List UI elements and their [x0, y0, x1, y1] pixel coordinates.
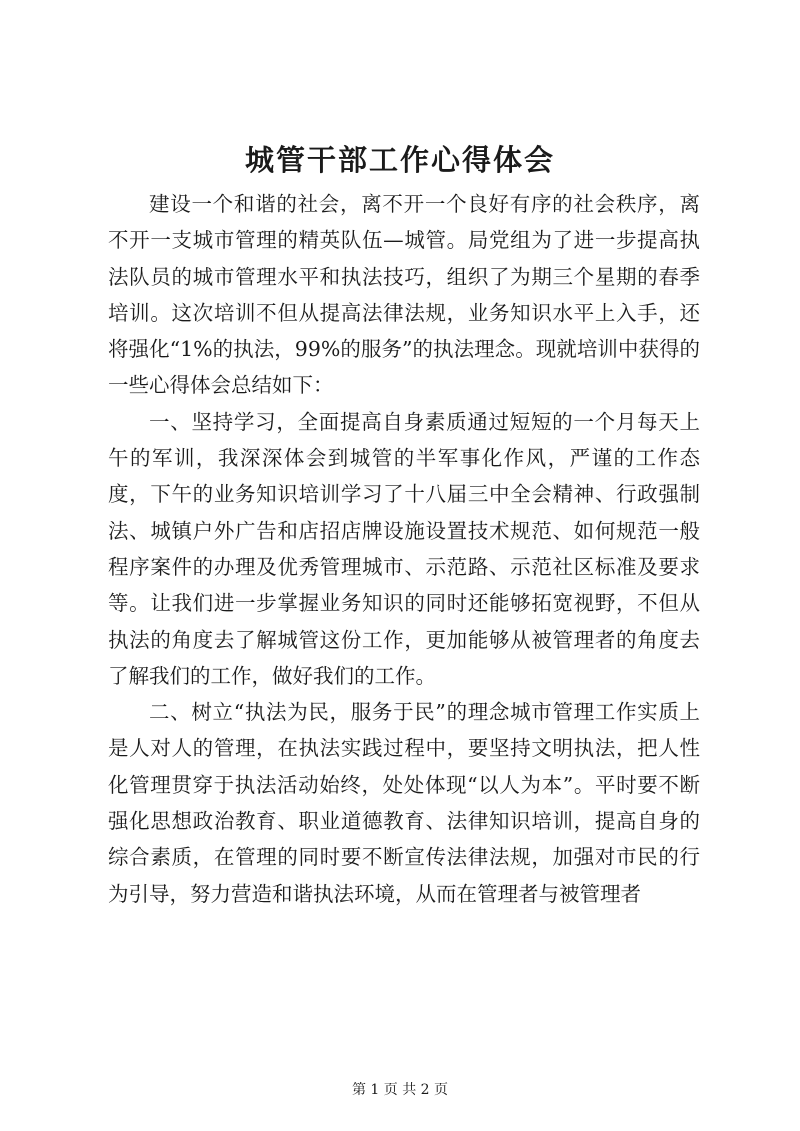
paragraph-section-1: 一、坚持学习，全面提高自身素质通过短短的一个月每天上午的军训，我深深体会到城管的半军事化作风，严谨的工作态度，下午的业务知识培训学习了十八届三中全会精神、行政强制法、城镇户外广告和店招店牌设施设置技术规范、如何规范一般程序案件的办理及优秀管理城市、示范路、示范社区标准及要求等。让我们进一步掌握业务知识的同时还能够拓宽视野，不但从执法的角度去了解城管这份工作，更加能够从被管理者的角度去了解我们的工作，做好我们的工作。 [108, 409, 700, 688]
page-number-footer: 第 1 页 共 2 页 [351, 1082, 449, 1098]
paragraph-section-2: 二、树立“执法为民，服务于民”的理念城市管理工作实质上是人对人的管理，在执法实践过程中，要坚持文明执法，把人性化管理贯穿于执法活动始终，处处体现“以人为本”。平时要不断强化思想政治教育、职业道德教育、法律知识培训，提高自身的综合素质，在管理的同时要不断宣传法律法规，加强对市民的行为引导，努力营造和谐执法环境，从而在管理者与被管理者 [108, 700, 700, 906]
document-body [108, 186, 700, 912]
document-title: 城管干部工作心得体会 [244, 143, 555, 177]
paragraph-intro: 建设一个和谐的社会，离不开一个良好有序的社会秩序，离不开一支城市管理的精英队伍—城管。局党组为了进一步提高执法队员的城市管理水平和执法技巧，组织了为期三个星期的春季培训。这次培训不但从提高法律法规，业务知识水平上入手，还将强化“1%的执法，99%的服务”的执法理念。现就培训中获得的一些心得体会总结如下： [108, 192, 700, 398]
